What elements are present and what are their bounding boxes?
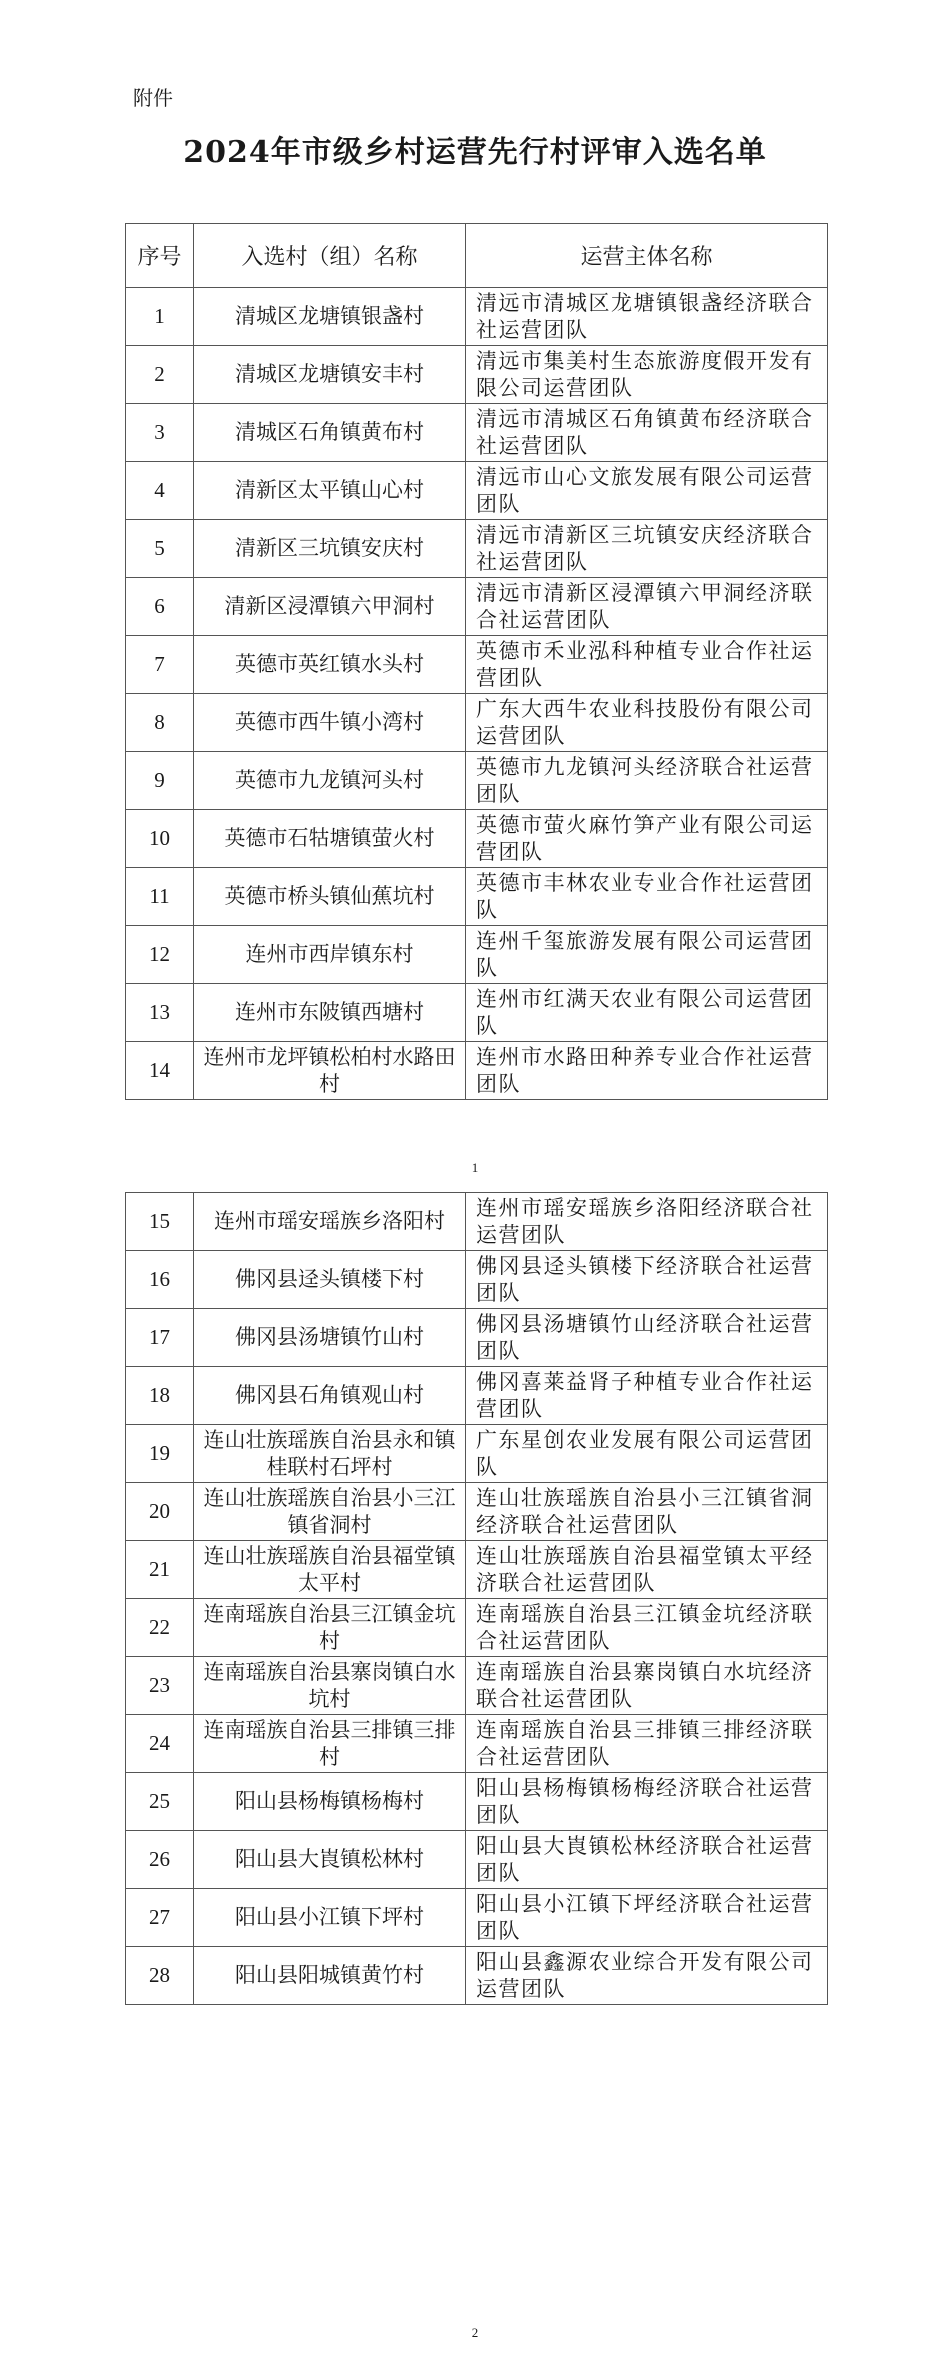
table-row [126, 1042, 828, 1100]
table-row [126, 694, 828, 752]
operator-name: 阳山县鑫源农业综合开发有限公司运营团队 [466, 1947, 828, 2005]
row-number: 3 [126, 404, 194, 462]
table-row [126, 1309, 828, 1367]
operator-name: 佛冈县迳头镇楼下经济联合社运营团队 [466, 1251, 828, 1309]
table-row [126, 1367, 828, 1425]
operator-name: 英德市九龙镇河头经济联合社运营团队 [466, 752, 828, 810]
table-row [126, 346, 828, 404]
village-name: 连州市西岸镇东村 [194, 926, 466, 984]
page-number-1: 1 [471, 1160, 479, 1175]
table-body-page-2 [126, 1193, 828, 2005]
table-row [126, 462, 828, 520]
table-row [126, 1541, 828, 1599]
table-row [126, 520, 828, 578]
operator-name: 英德市禾业泓科种植专业合作社运营团队 [466, 636, 828, 694]
village-name: 清新区浸潭镇六甲洞村 [194, 578, 466, 636]
operator-name: 清远市清新区浸潭镇六甲洞经济联合社运营团队 [466, 578, 828, 636]
row-number: 15 [126, 1193, 194, 1251]
operator-name: 连南瑶族自治县三排镇三排经济联合社运营团队 [466, 1715, 828, 1773]
village-name: 连州市瑶安瑶族乡洛阳村 [194, 1193, 466, 1251]
village-name: 阳山县大崀镇松林村 [194, 1831, 466, 1889]
table-row [126, 288, 828, 346]
page-number-2: 2 [471, 2325, 479, 2340]
operator-name: 阳山县杨梅镇杨梅经济联合社运营团队 [466, 1773, 828, 1831]
row-number: 6 [126, 578, 194, 636]
page-title: 2024年市级乡村运营先行村评审入选名单 [183, 135, 767, 170]
table-body-page-1 [126, 288, 828, 1100]
table-row [126, 868, 828, 926]
row-number: 5 [126, 520, 194, 578]
selection-table-page-1 [125, 223, 828, 1100]
operator-name: 清远市清城区龙塘镇银盏经济联合社运营团队 [466, 288, 828, 346]
village-name: 佛冈县汤塘镇竹山村 [194, 1309, 466, 1367]
operator-name: 连州市瑶安瑶族乡洛阳经济联合社运营团队 [466, 1193, 828, 1251]
operator-name: 佛冈喜莱益肾子种植专业合作社运营团队 [466, 1367, 828, 1425]
table-row [126, 1425, 828, 1483]
village-name: 阳山县小江镇下坪村 [194, 1889, 466, 1947]
village-name: 英德市九龙镇河头村 [194, 752, 466, 810]
table-row [126, 1773, 828, 1831]
village-name: 清城区龙塘镇银盏村 [194, 288, 466, 346]
row-number: 26 [126, 1831, 194, 1889]
table-row [126, 1715, 828, 1773]
village-name: 佛冈县石角镇观山村 [194, 1367, 466, 1425]
operator-name: 连山壮族瑶族自治县福堂镇太平经济联合社运营团队 [466, 1541, 828, 1599]
row-number: 19 [126, 1425, 194, 1483]
operator-name: 英德市萤火麻竹笋产业有限公司运营团队 [466, 810, 828, 868]
selection-table-page-2 [125, 1192, 828, 2005]
village-name: 阳山县杨梅镇杨梅村 [194, 1773, 466, 1831]
row-number: 2 [126, 346, 194, 404]
operator-name: 阳山县小江镇下坪经济联合社运营团队 [466, 1889, 828, 1947]
operator-name: 清远市集美村生态旅游度假开发有限公司运营团队 [466, 346, 828, 404]
table-row [126, 578, 828, 636]
table-row [126, 1599, 828, 1657]
row-number: 23 [126, 1657, 194, 1715]
village-name: 佛冈县迳头镇楼下村 [194, 1251, 466, 1309]
village-name: 连山壮族瑶族自治县小三江镇省洞村 [194, 1483, 466, 1541]
operator-name: 连州市红满天农业有限公司运营团队 [466, 984, 828, 1042]
operator-name: 广东大西牛农业科技股份有限公司运营团队 [466, 694, 828, 752]
row-number: 14 [126, 1042, 194, 1100]
operator-name: 连州市水路田种养专业合作社运营团队 [466, 1042, 828, 1100]
row-number: 22 [126, 1599, 194, 1657]
operator-name: 广东星创农业发展有限公司运营团队 [466, 1425, 828, 1483]
table-row [126, 1483, 828, 1541]
village-name: 英德市西牛镇小湾村 [194, 694, 466, 752]
row-number: 7 [126, 636, 194, 694]
table-row [126, 1193, 828, 1251]
header-village: 入选村（组）名称 [194, 224, 466, 288]
row-number: 21 [126, 1541, 194, 1599]
village-name: 清城区石角镇黄布村 [194, 404, 466, 462]
operator-name: 阳山县大崀镇松林经济联合社运营团队 [466, 1831, 828, 1889]
row-number: 11 [126, 868, 194, 926]
village-name: 清城区龙塘镇安丰村 [194, 346, 466, 404]
table-row [126, 1831, 828, 1889]
table-row [126, 984, 828, 1042]
row-number: 8 [126, 694, 194, 752]
table-row [126, 1889, 828, 1947]
table-row [126, 636, 828, 694]
row-number: 1 [126, 288, 194, 346]
table-row [126, 404, 828, 462]
table-header-row [126, 224, 828, 288]
row-number: 18 [126, 1367, 194, 1425]
table-row [126, 1657, 828, 1715]
village-name: 连南瑶族自治县三江镇金坑村 [194, 1599, 466, 1657]
row-number: 13 [126, 984, 194, 1042]
row-number: 20 [126, 1483, 194, 1541]
table-row [126, 926, 828, 984]
header-operator: 运营主体名称 [466, 224, 828, 288]
operator-name: 连山壮族瑶族自治县小三江镇省洞经济联合社运营团队 [466, 1483, 828, 1541]
row-number: 24 [126, 1715, 194, 1773]
row-number: 10 [126, 810, 194, 868]
attachment-label: 附件 [133, 86, 173, 110]
table-row [126, 752, 828, 810]
village-name: 清新区三坑镇安庆村 [194, 520, 466, 578]
row-number: 9 [126, 752, 194, 810]
village-name: 连州市东陂镇西塘村 [194, 984, 466, 1042]
village-name: 清新区太平镇山心村 [194, 462, 466, 520]
operator-name: 英德市丰林农业专业合作社运营团队 [466, 868, 828, 926]
operator-name: 连州千玺旅游发展有限公司运营团队 [466, 926, 828, 984]
row-number: 28 [126, 1947, 194, 2005]
operator-name: 清远市山心文旅发展有限公司运营团队 [466, 462, 828, 520]
village-name: 英德市桥头镇仙蕉坑村 [194, 868, 466, 926]
header-no: 序号 [126, 224, 194, 288]
operator-name: 清远市清城区石角镇黄布经济联合社运营团队 [466, 404, 828, 462]
row-number: 27 [126, 1889, 194, 1947]
village-name: 阳山县阳城镇黄竹村 [194, 1947, 466, 2005]
village-name: 连山壮族瑶族自治县福堂镇太平村 [194, 1541, 466, 1599]
operator-name: 连南瑶族自治县寨岗镇白水坑经济联合社运营团队 [466, 1657, 828, 1715]
operator-name: 清远市清新区三坑镇安庆经济联合社运营团队 [466, 520, 828, 578]
village-name: 英德市石牯塘镇萤火村 [194, 810, 466, 868]
table-row [126, 1251, 828, 1309]
village-name: 连州市龙坪镇松柏村水路田村 [194, 1042, 466, 1100]
village-name: 连南瑶族自治县寨岗镇白水坑村 [194, 1657, 466, 1715]
row-number: 12 [126, 926, 194, 984]
village-name: 连山壮族瑶族自治县永和镇桂联村石坪村 [194, 1425, 466, 1483]
table-row [126, 810, 828, 868]
row-number: 4 [126, 462, 194, 520]
row-number: 17 [126, 1309, 194, 1367]
table-row [126, 1947, 828, 2005]
row-number: 16 [126, 1251, 194, 1309]
operator-name: 佛冈县汤塘镇竹山经济联合社运营团队 [466, 1309, 828, 1367]
row-number: 25 [126, 1773, 194, 1831]
operator-name: 连南瑶族自治县三江镇金坑经济联合社运营团队 [466, 1599, 828, 1657]
village-name: 英德市英红镇水头村 [194, 636, 466, 694]
village-name: 连南瑶族自治县三排镇三排村 [194, 1715, 466, 1773]
